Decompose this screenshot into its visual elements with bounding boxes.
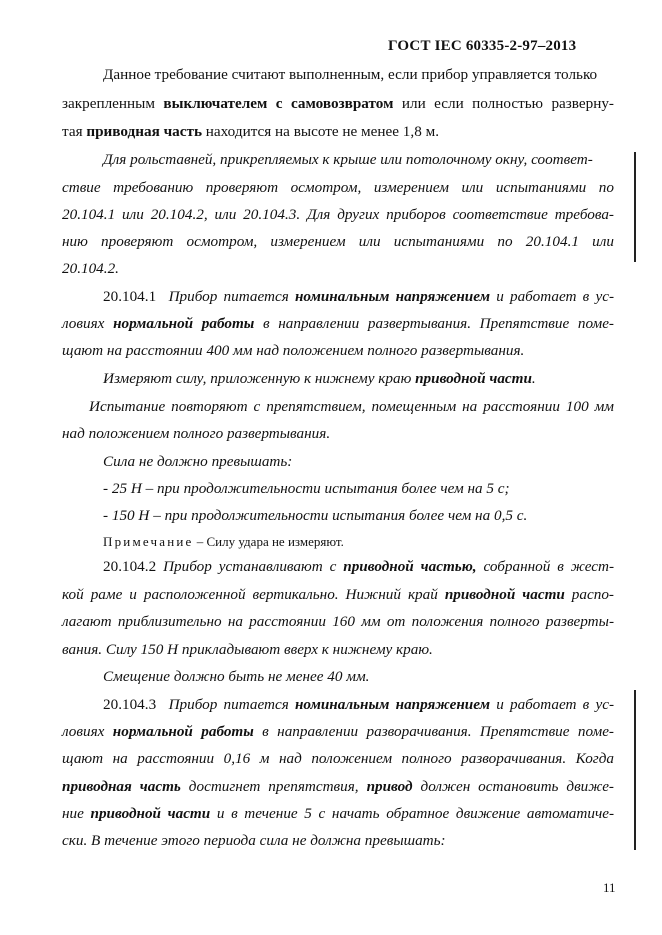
- text: в направлении разворачивания. Препятствие поме-: [253, 723, 614, 740]
- paragraph-line: [62, 777, 614, 797]
- change-bar: [634, 690, 636, 850]
- text: и работает в ус-: [489, 696, 614, 713]
- note-text: – Силу удара не измеряют.: [193, 534, 344, 549]
- text: лагают приблизительно на расстоянии 160 мм от положения полного разверты-: [62, 613, 614, 630]
- text: собранной в жест-: [476, 558, 615, 575]
- text: 20.104.2.: [62, 260, 119, 277]
- paragraph-line: [62, 424, 614, 444]
- text: щают на расстоянии 0,16 м над положением полного разворачивания. Когда: [62, 750, 614, 767]
- text: Данное требование считают выполненным, если прибор управляется только: [103, 66, 598, 83]
- text: Сила не должно превышать:: [103, 453, 293, 470]
- paragraph-line: [103, 695, 614, 715]
- text: Прибор устанавливают с: [163, 558, 344, 575]
- page-number: 11: [603, 880, 616, 895]
- paragraph-line: [103, 557, 614, 577]
- text: и работает в ус-: [489, 288, 614, 305]
- text: Прибор питается: [168, 288, 295, 305]
- term-bold: номинальным напряжением: [295, 696, 490, 713]
- text: закрепленным: [62, 95, 164, 112]
- paragraph-line: [62, 232, 614, 252]
- text: кой раме и расположенной вертикально. Нижний край: [62, 586, 445, 603]
- text: Прибор питается: [168, 696, 295, 713]
- text: достигнет препятствия,: [180, 778, 367, 795]
- text: .: [531, 370, 536, 387]
- term-bold: номинальным напряжением: [295, 288, 490, 305]
- paragraph-line: [62, 749, 614, 769]
- term-bold: нормальной работы: [112, 723, 254, 740]
- paragraph-line: [103, 150, 614, 170]
- note: [103, 532, 614, 552]
- term-bold: приводной части: [90, 805, 211, 822]
- text: тая: [62, 123, 87, 140]
- paragraph-line: [62, 178, 614, 198]
- text: щают на расстоянии 400 мм над положением полного развертывания.: [62, 342, 525, 359]
- paragraph-line: [62, 640, 614, 660]
- list-item: [103, 479, 614, 499]
- clause-number: 20.104.3: [103, 696, 157, 713]
- paragraph-line: [62, 122, 614, 142]
- text: вания. Силу 150 Н прикладывают вверх к нижнему краю.: [62, 641, 433, 658]
- paragraph-line: [103, 452, 614, 472]
- clause-number: 20.104.1: [103, 288, 157, 305]
- term-bold: приводной части: [444, 586, 565, 603]
- term-bold: выключателем с самовозвратом: [163, 95, 394, 112]
- text: над положением полного развертывания.: [62, 425, 331, 442]
- text: ствие требованию проверяют осмотром, измерением или испытаниями по: [62, 179, 614, 196]
- paragraph-line: [62, 259, 614, 279]
- text: - 25 Н – при продолжительности испытания более чем на 5 с;: [103, 480, 510, 497]
- page-header: ГОСТ IEC 60335-2-97–2013: [388, 38, 577, 54]
- text: ски. В течение этого периода сила не должна превышать:: [62, 832, 446, 849]
- text: Смещение должно быть не менее 40 мм.: [103, 668, 370, 685]
- term-bold: приводной части: [415, 370, 532, 387]
- text: находится на высоте не менее 1,8 м.: [202, 123, 439, 140]
- text: ловиях: [62, 723, 113, 740]
- text: 20.104.1 или 20.104.2, или 20.104.3. Для других приборов соответствие требова-: [62, 206, 614, 223]
- change-bar: [634, 152, 636, 262]
- paragraph-line: [103, 667, 614, 687]
- paragraph-line: [62, 722, 614, 742]
- term-bold: нормальной работы: [113, 315, 255, 332]
- paragraph-line: [62, 804, 614, 824]
- list-item: [103, 506, 614, 526]
- text: - 150 Н – при продолжительности испытания более чем на 0,5 с.: [103, 507, 528, 524]
- term-bold: приводной частью,: [343, 558, 477, 575]
- text: Для рольставней, прикрепляемых к крыше или потолочному окну, соответ-: [103, 151, 593, 168]
- text: Измеряют силу, приложенную к нижнему краю: [103, 370, 416, 387]
- clause-number: 20.104.2: [103, 558, 157, 575]
- text: или если полностью разверну-: [393, 95, 614, 112]
- term-bold: приводная часть: [62, 778, 181, 795]
- text: ние: [62, 805, 91, 822]
- text: ловиях: [62, 315, 114, 332]
- paragraph-line: [103, 287, 614, 307]
- paragraph-line: [62, 341, 614, 361]
- paragraph-line: [103, 369, 614, 389]
- term-bold: привод: [366, 778, 413, 795]
- text: должен остановить движе-: [412, 778, 614, 795]
- paragraph-line: [62, 94, 614, 114]
- paragraph-line: [103, 65, 614, 85]
- text: распо-: [564, 586, 614, 603]
- paragraph-line: [62, 831, 614, 851]
- text: в направлении развертывания. Препятствие поме-: [254, 315, 614, 332]
- paragraph-line: [62, 612, 614, 632]
- paragraph-line: [62, 205, 614, 225]
- term-bold: приводная часть: [86, 123, 202, 140]
- text: Испытание повторяют с препятствием, помещенным на расстоянии 100 мм: [89, 398, 614, 415]
- note-label: Примечание: [103, 534, 194, 549]
- paragraph-line: [89, 397, 614, 417]
- text: нию проверяют осмотром, измерением или испытаниями по 20.104.1 или: [62, 233, 614, 250]
- paragraph-line: [62, 314, 614, 334]
- paragraph-line: [62, 585, 614, 605]
- text: и в течение 5 с начать обратное движение автоматиче-: [210, 805, 614, 822]
